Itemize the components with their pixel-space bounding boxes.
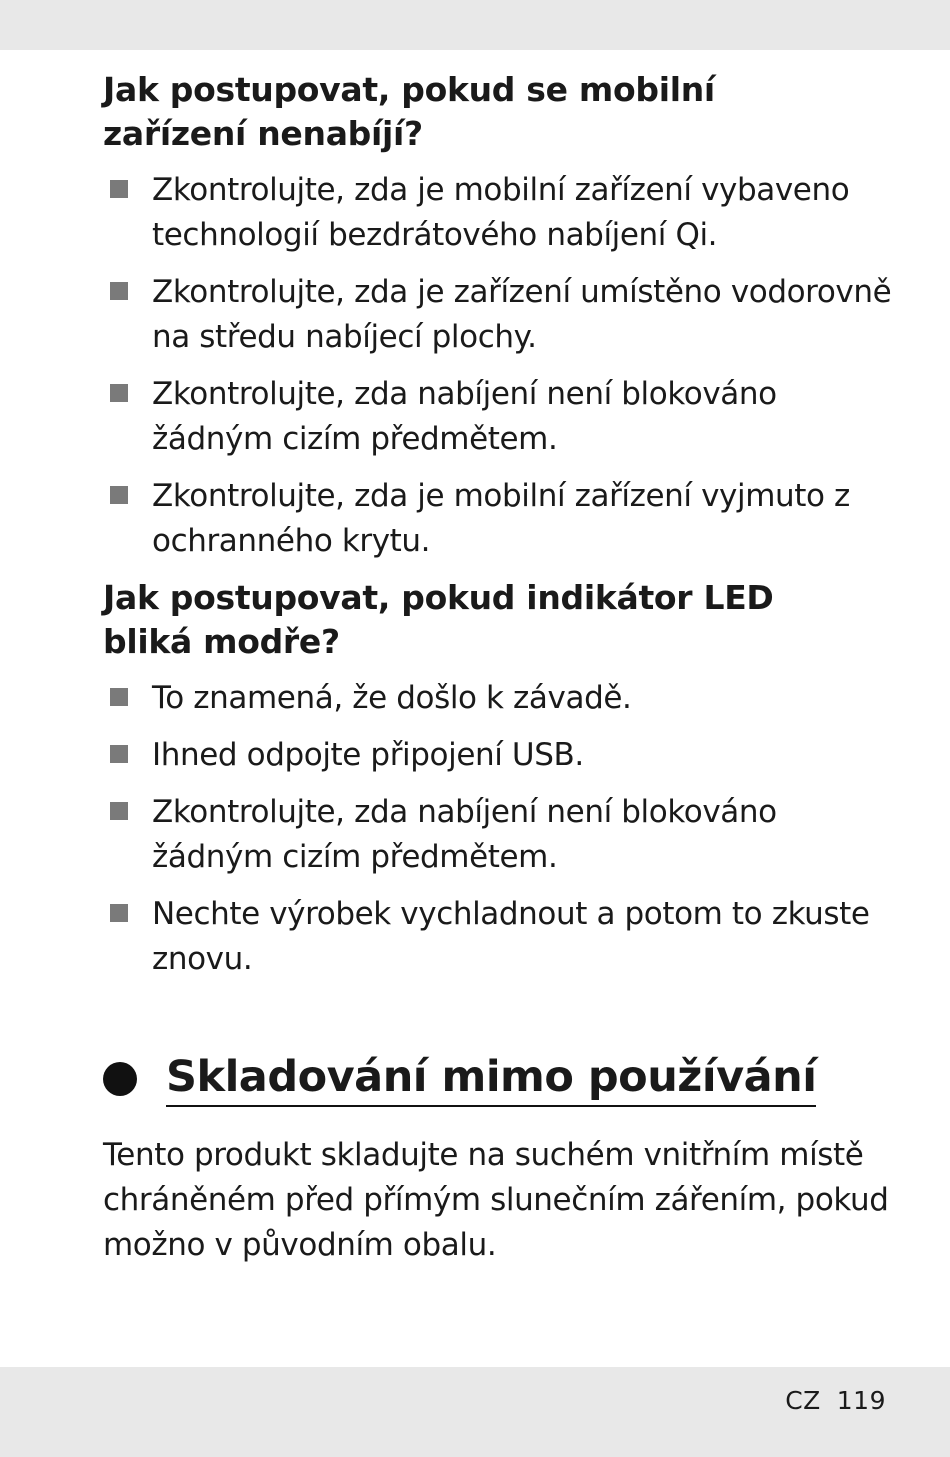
page-number: 119 xyxy=(836,1386,886,1415)
square-bullet-icon xyxy=(110,688,128,706)
page-footer xyxy=(785,1386,886,1415)
list-item-text: Zkontrolujte, zda je zařízení umístěno vodorovně na středu nabíjecí plochy. xyxy=(152,274,892,355)
title-line: bliká modře? xyxy=(103,622,340,661)
filled-circle-icon xyxy=(103,1062,137,1096)
list-item-text: To znamená, že došlo k závadě. xyxy=(152,680,632,716)
square-bullet-icon xyxy=(110,904,128,922)
led-blinking-list xyxy=(103,676,893,982)
square-bullet-icon xyxy=(110,486,128,504)
storage-heading xyxy=(103,1050,816,1107)
section-title-led-blinking xyxy=(103,576,893,664)
list-item-text: Zkontrolujte, zda je mobilní zařízení vybaveno technologií bezdrátového nabíjení Qi. xyxy=(152,172,850,253)
title-line: zařízení nenabíjí? xyxy=(103,114,423,153)
troubleshooting-content xyxy=(103,68,893,994)
not-charging-list xyxy=(103,168,893,564)
list-item-text: Ihned odpojte připojení USB. xyxy=(152,737,584,773)
language-code: CZ xyxy=(785,1386,821,1415)
list-item-text: Nechte výrobek vychladnout a potom to zkuste znovu. xyxy=(152,896,870,977)
list-item xyxy=(103,676,893,721)
square-bullet-icon xyxy=(110,745,128,763)
list-item-text: Zkontrolujte, zda nabíjení není blokováno žádným cizím předmětem. xyxy=(152,376,777,457)
list-item xyxy=(103,168,893,258)
title-line: Jak postupovat, pokud se mobilní xyxy=(103,70,715,109)
list-item-text: Zkontrolujte, zda je mobilní zařízení vyjmuto z ochranného krytu. xyxy=(152,478,850,559)
list-item xyxy=(103,790,893,880)
square-bullet-icon xyxy=(110,180,128,198)
top-margin-band xyxy=(0,0,950,50)
list-item-text: Zkontrolujte, zda nabíjení není blokováno žádným cizím předmětem. xyxy=(152,794,777,875)
list-item xyxy=(103,474,893,564)
list-item xyxy=(103,270,893,360)
list-item xyxy=(103,892,893,982)
square-bullet-icon xyxy=(110,384,128,402)
list-item xyxy=(103,733,893,778)
title-line: Jak postupovat, pokud indikátor LED xyxy=(103,578,774,617)
list-item xyxy=(103,372,893,462)
storage-paragraph: Tento produkt skladujte na suchém vnitřním místě chráněném před přímým slunečním zářením, pokud možno v původním obalu. xyxy=(103,1137,889,1263)
square-bullet-icon xyxy=(110,802,128,820)
section-title-not-charging xyxy=(103,68,893,156)
square-bullet-icon xyxy=(110,282,128,300)
storage-heading-text: Skladování mimo používání xyxy=(166,1050,816,1107)
